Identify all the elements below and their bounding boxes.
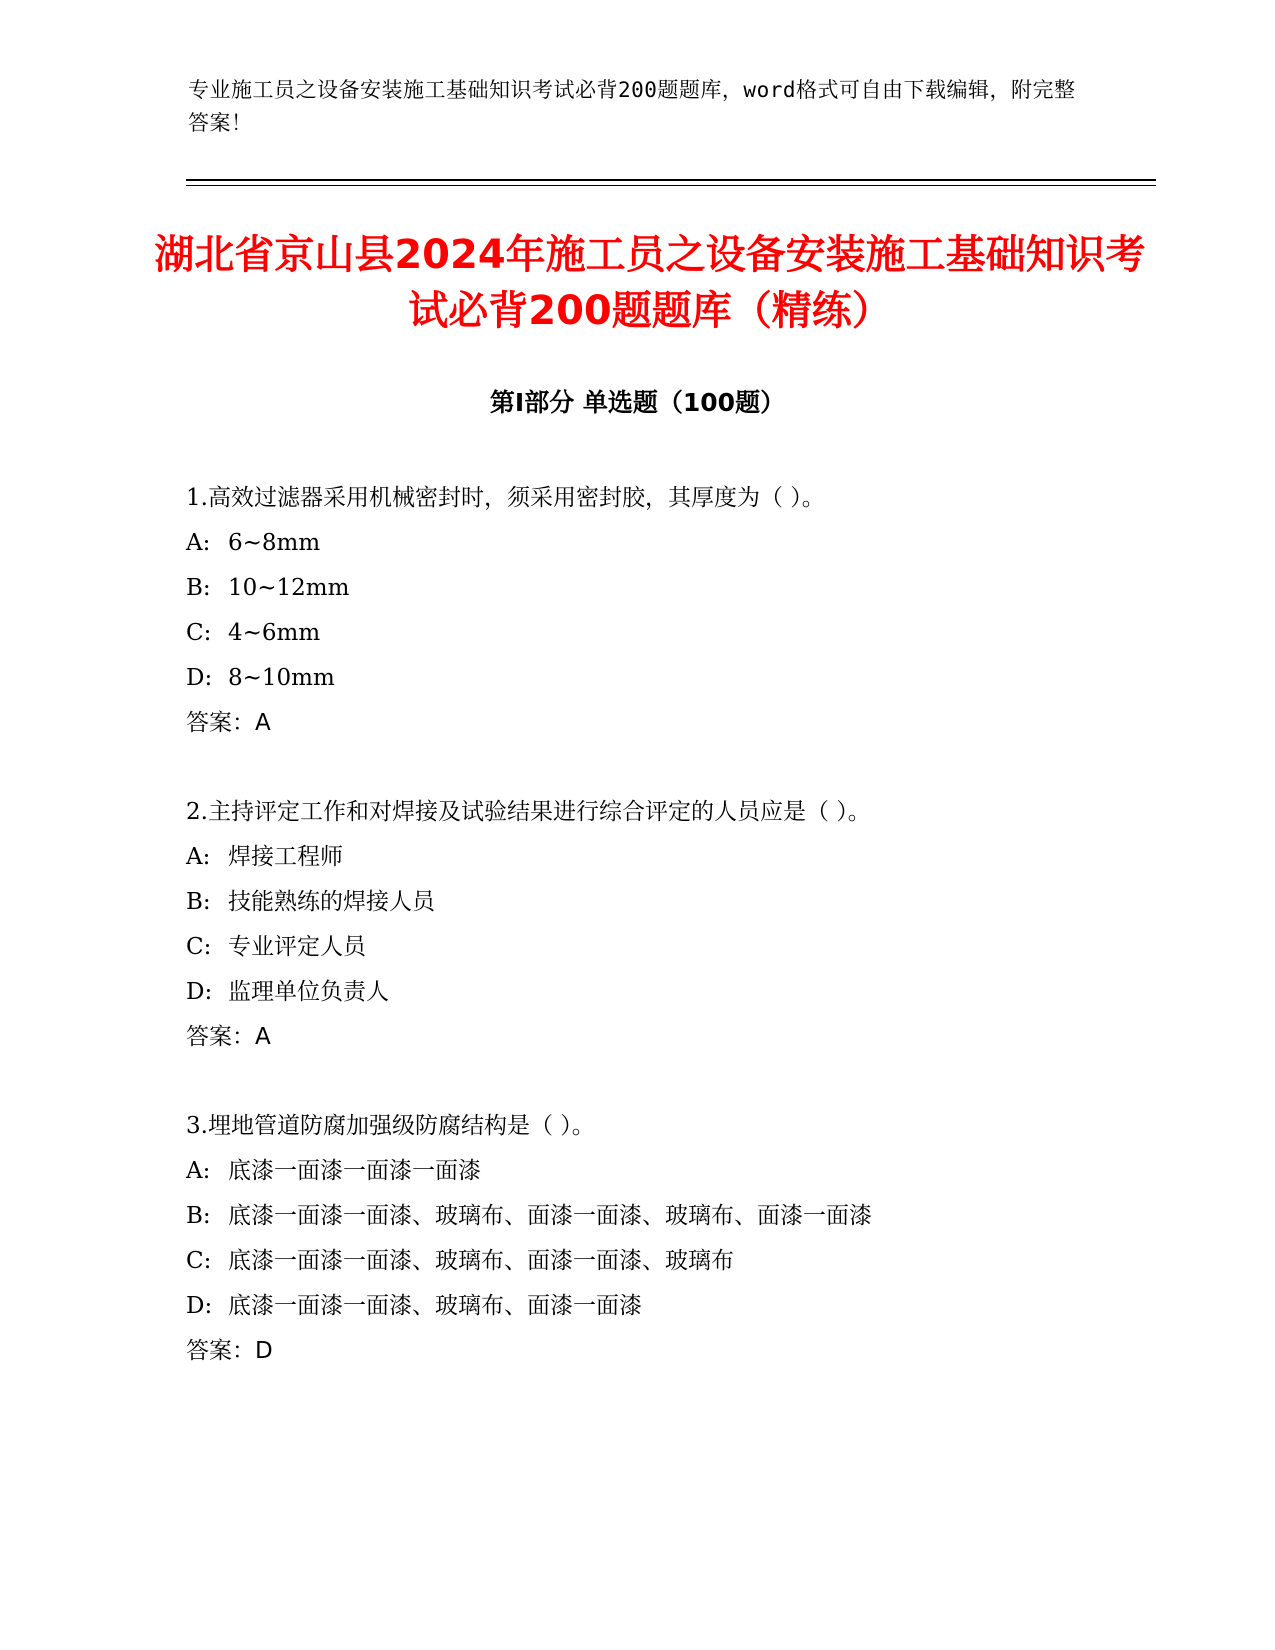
option-text: 专业评定人员 <box>228 934 366 960</box>
question-list <box>186 476 1146 1374</box>
option-letter: D: <box>186 1293 213 1319</box>
option-letter: A: <box>186 530 211 556</box>
option-text: 6~8mm <box>228 530 321 556</box>
answer-line: 答案：A <box>186 1024 271 1050</box>
question-3 <box>186 1104 1146 1374</box>
question-stem: 3.埋地管道防腐加强级防腐结构是（ ）。 <box>186 1113 595 1139</box>
option-text: 8~10mm <box>228 665 335 691</box>
option-text: 4~6mm <box>228 620 321 646</box>
option-b <box>186 1194 1146 1239</box>
option-b <box>186 566 1146 611</box>
option-letter: C: <box>186 620 212 646</box>
option-letter: A: <box>186 1158 211 1184</box>
option-a <box>186 521 1146 566</box>
option-a <box>186 835 1146 880</box>
option-b <box>186 880 1146 925</box>
option-c <box>186 611 1146 656</box>
option-d <box>186 1284 1146 1329</box>
option-text: 监理单位负责人 <box>228 979 389 1005</box>
document-title: 湖北省京山县2024年施工员之设备安装施工基础知识考试必背200题题库（精练） <box>154 232 1146 334</box>
option-a <box>186 1149 1146 1194</box>
question-stem: 2.主持评定工作和对焊接及试验结果进行综合评定的人员应是（ ）。 <box>186 799 871 825</box>
option-c <box>186 1239 1146 1284</box>
option-letter: D: <box>186 979 213 1005</box>
option-letter: A: <box>186 844 211 870</box>
option-text: 底漆一面漆一面漆、玻璃布、面漆一面漆、玻璃布、面漆一面漆 <box>228 1203 872 1229</box>
option-d <box>186 970 1146 1015</box>
question-2 <box>186 790 1146 1060</box>
header-note: 专业施工员之设备安装施工基础知识考试必背200题题库，word格式可自由下载编辑，附完整答案！ <box>188 78 1076 135</box>
option-text: 焊接工程师 <box>228 844 343 870</box>
option-letter: C: <box>186 1248 212 1274</box>
section-title: 第I部分 单选题（100题） <box>489 388 786 417</box>
option-letter: B: <box>186 889 211 915</box>
question-1 <box>186 476 1146 746</box>
header-divider-thick <box>186 179 1156 181</box>
question-stem: 1.高效过滤器采用机械密封时，须采用密封胶，其厚度为（ ）。 <box>186 485 825 511</box>
option-letter: B: <box>186 575 211 601</box>
option-d <box>186 656 1146 701</box>
header-divider-thin <box>186 185 1156 186</box>
option-letter: C: <box>186 934 212 960</box>
option-letter: D: <box>186 665 213 691</box>
answer-line: 答案：A <box>186 710 271 736</box>
option-text: 底漆一面漆一面漆一面漆 <box>228 1158 481 1184</box>
option-text: 10~12mm <box>228 575 350 601</box>
option-text: 技能熟练的焊接人员 <box>228 889 435 915</box>
option-text: 底漆一面漆一面漆、玻璃布、面漆一面漆、玻璃布 <box>228 1248 734 1274</box>
option-c <box>186 925 1146 970</box>
answer-line: 答案：D <box>186 1338 273 1364</box>
option-letter: B: <box>186 1203 211 1229</box>
option-text: 底漆一面漆一面漆、玻璃布、面漆一面漆 <box>228 1293 642 1319</box>
